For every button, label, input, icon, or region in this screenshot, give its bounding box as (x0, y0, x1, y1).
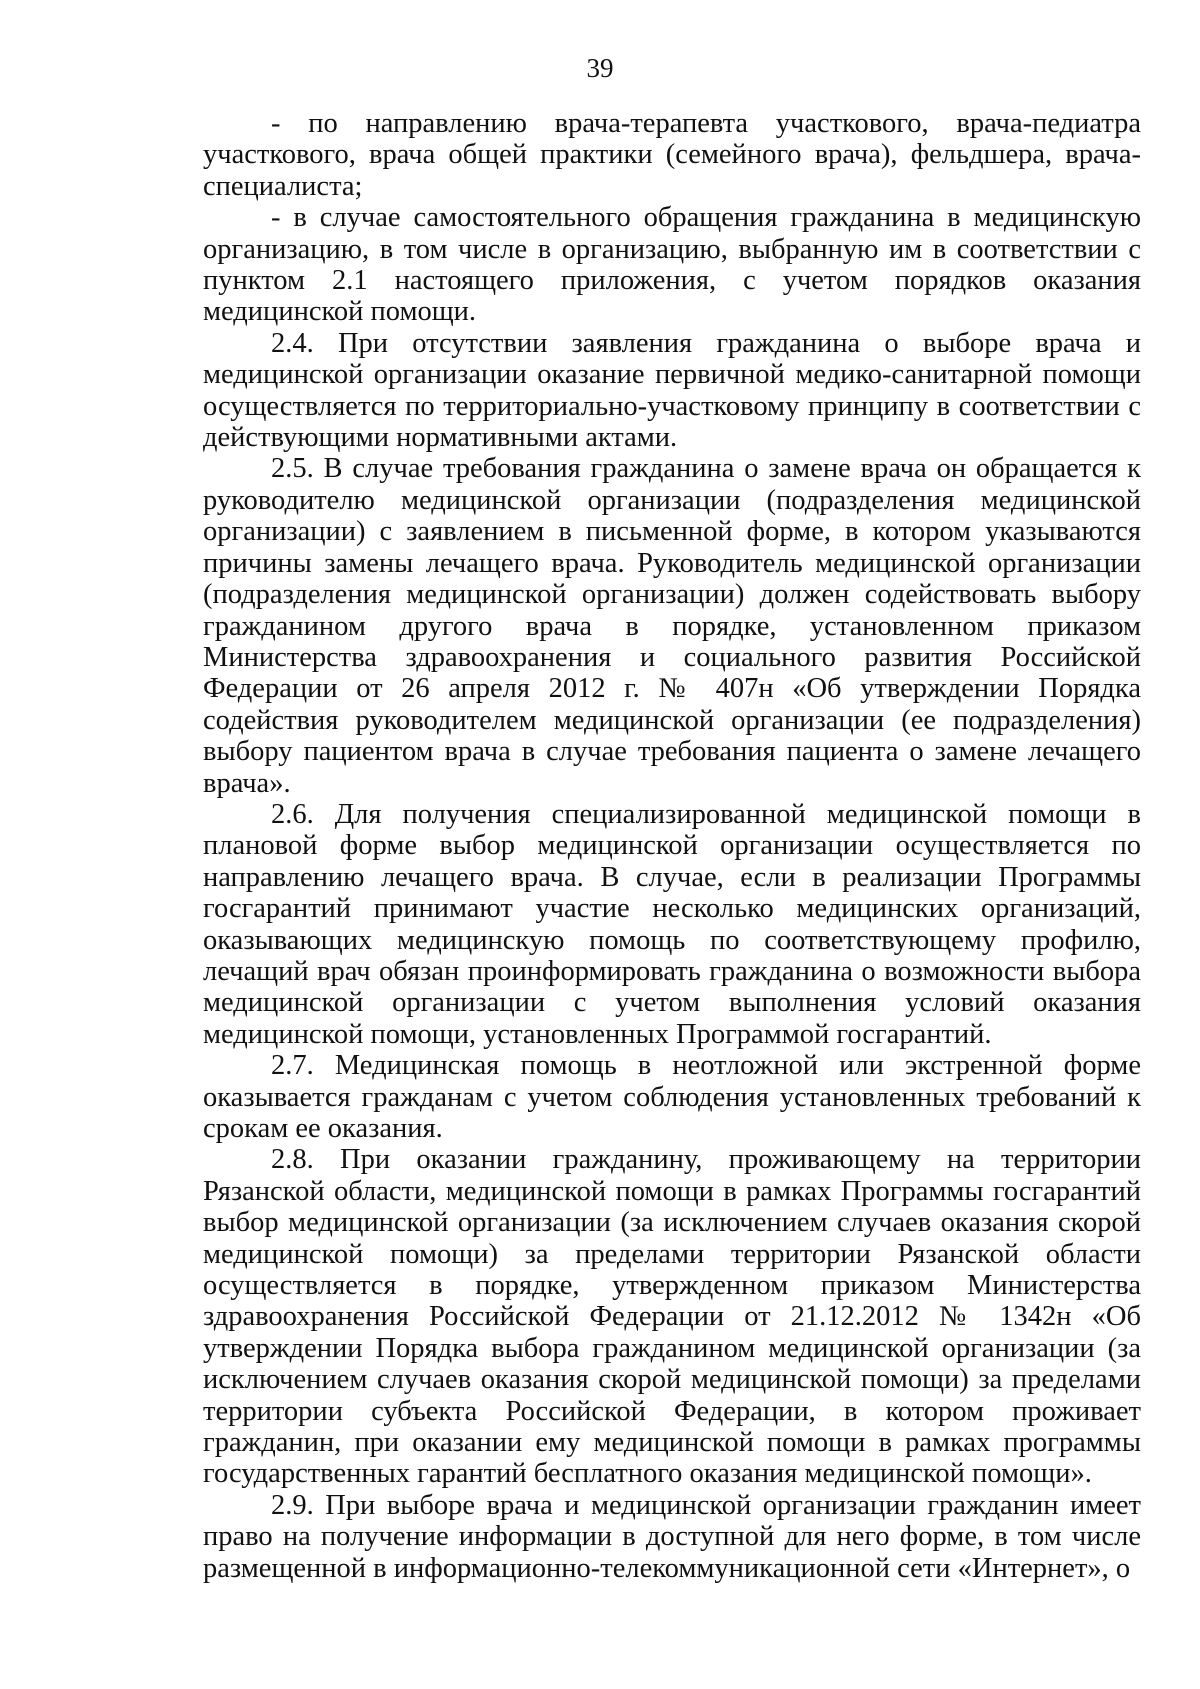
page-number: 39 (586, 53, 614, 83)
paragraph-2-6: 2.6. Для получения специализированной медицинской помощи в плановой форме выбор медицинской организации осуществляется по направлению лечащего врача. В случае, если в реализации Программы госгарантий принимают участие несколько медицинских организаций, оказывающих медицинскую помощь по соответствующему профилю, лечащий врач обязан проинформировать гражданина о возможности выбора медицинской организации с учетом выполнения условий оказания медицинской помощи, установленных Программой госгарантий. (203, 798, 1141, 1050)
paragraph-2-5: 2.5. В случае требования гражданина о замене врача он обращается к руководителю медицинской организации (подразделения медицинской организации) с заявлением в письменной форме, в котором указываются причины замены лечащего врача. Руководитель медицинской организации (подразделения медицинской организации) должен содействовать выбору гражданином другого врача в порядке, установленном приказом Министерства здравоохранения и социального развития Российской Федерации от 26 апреля 2012 г. № 407н «Об утверждении Порядка содействия руководителем медицинской организации (ее подразделения) выбору пациентом врача в случае требования пациента о замене лечащего врача». (203, 453, 1141, 799)
paragraph-2-9: 2.9. При выборе врача и медицинской организации гражданин имеет право на получение информации в доступной для него форме, в том числе размещенной в информационно-телекоммуникационной сети «Интернет», о (203, 1489, 1141, 1584)
paragraph-2-8: 2.8. При оказании гражданину, проживающему на территории Рязанской области, медицинской помощи в рамках Программы госгарантий выбор медицинской организации (за исключением случаев оказания скорой медицинской помощи) за пределами территории Рязанской области осуществляется в порядке, утвержденном приказом Министерства здравоохранения Российской Федерации от 21.12.2012 № 1342н «Об утверждении Порядка выбора гражданином медицинской организации (за исключением случаев оказания скорой медицинской помощи) за пределами территории субъекта Российской Федерации, в котором проживает гражданин, при оказании ему медицинской помощи в рамках программы государственных гарантий бесплатного оказания медицинской помощи». (203, 1144, 1141, 1490)
document-body (203, 108, 1141, 1584)
paragraph-self-referral: - в случае самостоятельного обращения гражданина в медицинскую организацию, в том числе в организацию, выбранную им в соответствии с пунктом 2.1 настоящего приложения, с учетом порядков оказания медицинской помощи. (203, 202, 1141, 328)
paragraph-referral: - по направлению врача-терапевта участкового, врача-педиатра участкового, врача общей практики (семейного врача), фельдшера, врача-специалиста; (203, 108, 1141, 202)
paragraph-2-7: 2.7. Медицинская помощь в неотложной или экстренной форме оказывается гражданам с учетом соблюдения установленных требований к срокам ее оказания. (203, 1050, 1141, 1144)
paragraph-2-4: 2.4. При отсутствии заявления гражданина о выборе врача и медицинской организации оказание первичной медико-санитарной помощи осуществляется по территориально-участковому принципу в соответствии с действующими нормативными актами. (203, 327, 1141, 454)
